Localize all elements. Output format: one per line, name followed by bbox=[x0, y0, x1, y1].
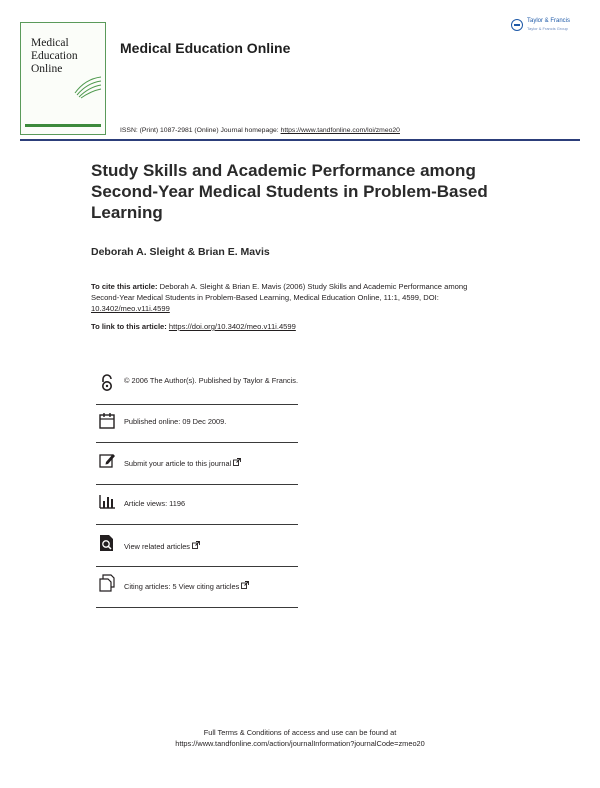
calendar-icon bbox=[98, 412, 116, 430]
article-url-link[interactable]: https://doi.org/10.3402/meo.v11i.4599 bbox=[168, 322, 296, 331]
journal-homepage-link[interactable]: https://www.tandfonline.com/loi/zmeo20 bbox=[280, 127, 400, 134]
bar-chart-icon bbox=[98, 492, 116, 510]
doi-link[interactable]: 10.3402/meo.v11i.4599 bbox=[91, 304, 170, 313]
publisher-tagline: Taylor & Francis Group bbox=[527, 26, 568, 31]
cover-bar bbox=[25, 124, 101, 127]
publisher-name: Taylor & Francis bbox=[527, 18, 571, 24]
citation-block bbox=[91, 281, 491, 314]
document-search-icon bbox=[98, 534, 116, 552]
divider bbox=[96, 566, 298, 567]
divider bbox=[96, 484, 298, 485]
article-link-line bbox=[91, 322, 296, 331]
terms-link[interactable]: https://www.tandfonline.com/action/journalInformation?journalCode=zmeo20 bbox=[175, 739, 425, 748]
publisher-logo-icon bbox=[511, 19, 523, 31]
publisher-logo bbox=[511, 17, 570, 33]
journal-cover bbox=[20, 22, 106, 135]
license-text: © 2006 The Author(s). Published by Taylor & Francis. bbox=[124, 376, 299, 385]
article-authors: Deborah A. Sleight & Brian E. Mavis bbox=[91, 246, 270, 258]
views-text: Article views: 1196 bbox=[124, 499, 186, 508]
citing-articles-icon bbox=[98, 574, 116, 592]
published-text: Published online: 09 Dec 2009. bbox=[124, 417, 227, 426]
journal-name: Medical Education Online bbox=[120, 40, 291, 56]
link-label: To link to this article: bbox=[91, 322, 169, 331]
open-access-icon bbox=[98, 374, 116, 392]
cite-label: To cite this article: bbox=[91, 282, 158, 291]
submit-link[interactable]: Submit your article to this journal bbox=[124, 459, 232, 468]
citing-text bbox=[124, 581, 249, 592]
issn-text: ISSN: (Print) 1087-2981 (Online) Journal homepage: bbox=[120, 127, 281, 134]
divider bbox=[96, 607, 298, 608]
external-link-icon bbox=[233, 458, 241, 466]
related-text bbox=[124, 541, 200, 552]
cover-swoosh-graphic bbox=[73, 75, 103, 99]
related-link[interactable]: View related articles bbox=[124, 542, 190, 551]
issn-line bbox=[120, 127, 400, 134]
divider bbox=[96, 442, 298, 443]
article-title: Study Skills and Academic Performance among Second-Year Medical Students in Problem-Based Learning bbox=[91, 161, 488, 222]
external-link-icon bbox=[241, 581, 249, 589]
external-link-icon bbox=[192, 541, 200, 549]
cover-title: Medical Education Online bbox=[31, 37, 78, 75]
header-rule bbox=[20, 139, 580, 141]
edit-icon bbox=[98, 451, 116, 469]
submit-text bbox=[124, 458, 241, 469]
cite-text: Deborah A. Sleight & Brian E. Mavis (2006) Study Skills and Academic Performance among Second-Year Medical Students in Problem-Based Learning, Medical Education Online, 11:1, 4599, DOI: bbox=[91, 282, 468, 302]
divider bbox=[96, 524, 298, 525]
terms-text: Full Terms & Conditions of access and use can be found at bbox=[203, 728, 397, 737]
citing-link[interactable]: Citing articles: 5 View citing articles bbox=[124, 582, 240, 591]
divider bbox=[96, 404, 298, 405]
